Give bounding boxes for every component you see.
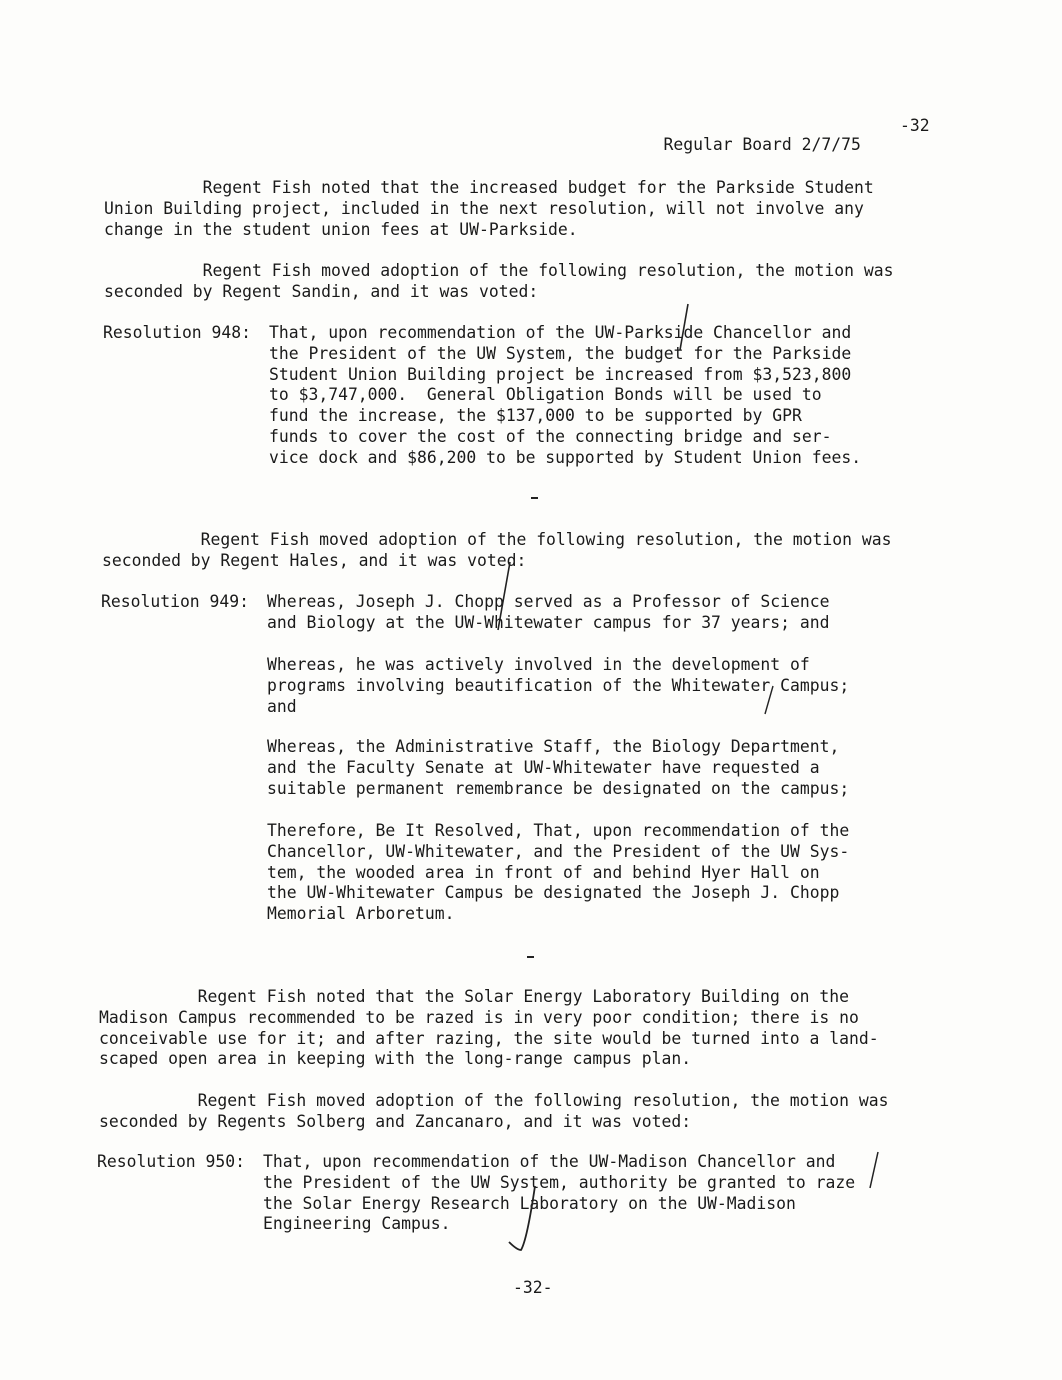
section-divider — [527, 956, 534, 958]
resolution-949-whereas-1: Whereas, Joseph J. Chopp served as a Professor of Science and Biology at the UW-Whitewater campus for 37 years; and — [267, 592, 830, 632]
resolution-948-label: Resolution 948: — [103, 323, 252, 342]
resolution-949-whereas-2: Whereas, he was actively involved in the development of programs involving beautification of the Whitewater Campus; and — [267, 655, 850, 716]
paragraph-motion-949: Regent Fish moved adoption of the following resolution, the motion was seconded by Regent Hales, and it was voted: — [102, 530, 892, 570]
resolution-948 — [103, 323, 923, 473]
checkmark-icon — [482, 560, 522, 640]
page-footer-number: -32- — [513, 1278, 553, 1297]
checkmark-icon — [670, 300, 710, 360]
checkmark-icon — [505, 1180, 555, 1260]
resolution-949-whereas-3: Whereas, the Administrative Staff, the Biology Department, and the Faculty Senate at UW-Whitewater have requested a suitable permanent remembrance be designated on the campus; — [267, 737, 850, 798]
resolution-950-body: That, upon recommendation of the UW-Madison Chancellor and the President of the UW System, authority be granted to raze the Solar Energy Research Laboratory on the UW-Madison Engineering Campus. — [263, 1152, 856, 1234]
checkmark-icon — [755, 684, 785, 724]
resolution-948-body: That, upon recommendation of the UW-Parkside Chancellor and the President of the UW System, the budget for the Parkside Student Union Building project be increased from $3,523,800 to $3,747,000. General Obligation Bonds will be used to fund the increase, the $137,000 to be supported by GPR funds to cover the cost of the connecting bridge and ser- vice dock and $86,200 to be supported by Student Union fees. — [269, 323, 862, 467]
resolution-949 — [101, 592, 921, 932]
paragraph-motion-950: Regent Fish moved adoption of the following resolution, the motion was seconded by Regents Solberg and Zancanaro, and it was voted: — [99, 1091, 889, 1131]
paragraph-solar-note: Regent Fish noted that the Solar Energy Laboratory Building on the Madison Campus recommended to be razed is in very poor condition; there is no conceivable use for it; and after razing, the site would be turned into a land- scaped open area in keeping with the long-range campus plan. — [99, 987, 879, 1069]
resolution-950-label: Resolution 950: — [97, 1152, 246, 1171]
checkmark-icon — [862, 1148, 892, 1198]
resolution-949-label: Resolution 949: — [101, 592, 250, 611]
section-divider — [531, 497, 538, 499]
paragraph-motion-948: Regent Fish moved adoption of the following resolution, the motion was seconded by Regent Sandin, and it was voted: — [104, 261, 894, 301]
paragraph-parkside-note: Regent Fish noted that the increased budget for the Parkside Student Union Building project, included in the next resolution, will not involve any change in the student union fees at UW-Parkside. — [104, 178, 874, 239]
header-title: Regular Board 2/7/75 — [663, 135, 861, 154]
header-page-number: -32 — [900, 116, 930, 135]
resolution-949-resolved: Therefore, Be It Resolved, That, upon recommendation of the Chancellor, UW-Whitewater, and the President of the UW Sys- tem, the wooded area in front of and behind Hyer Hall on the UW-Whitewater Campus be designated the Joseph J. Chopp Memorial Arboretum. — [267, 821, 850, 924]
